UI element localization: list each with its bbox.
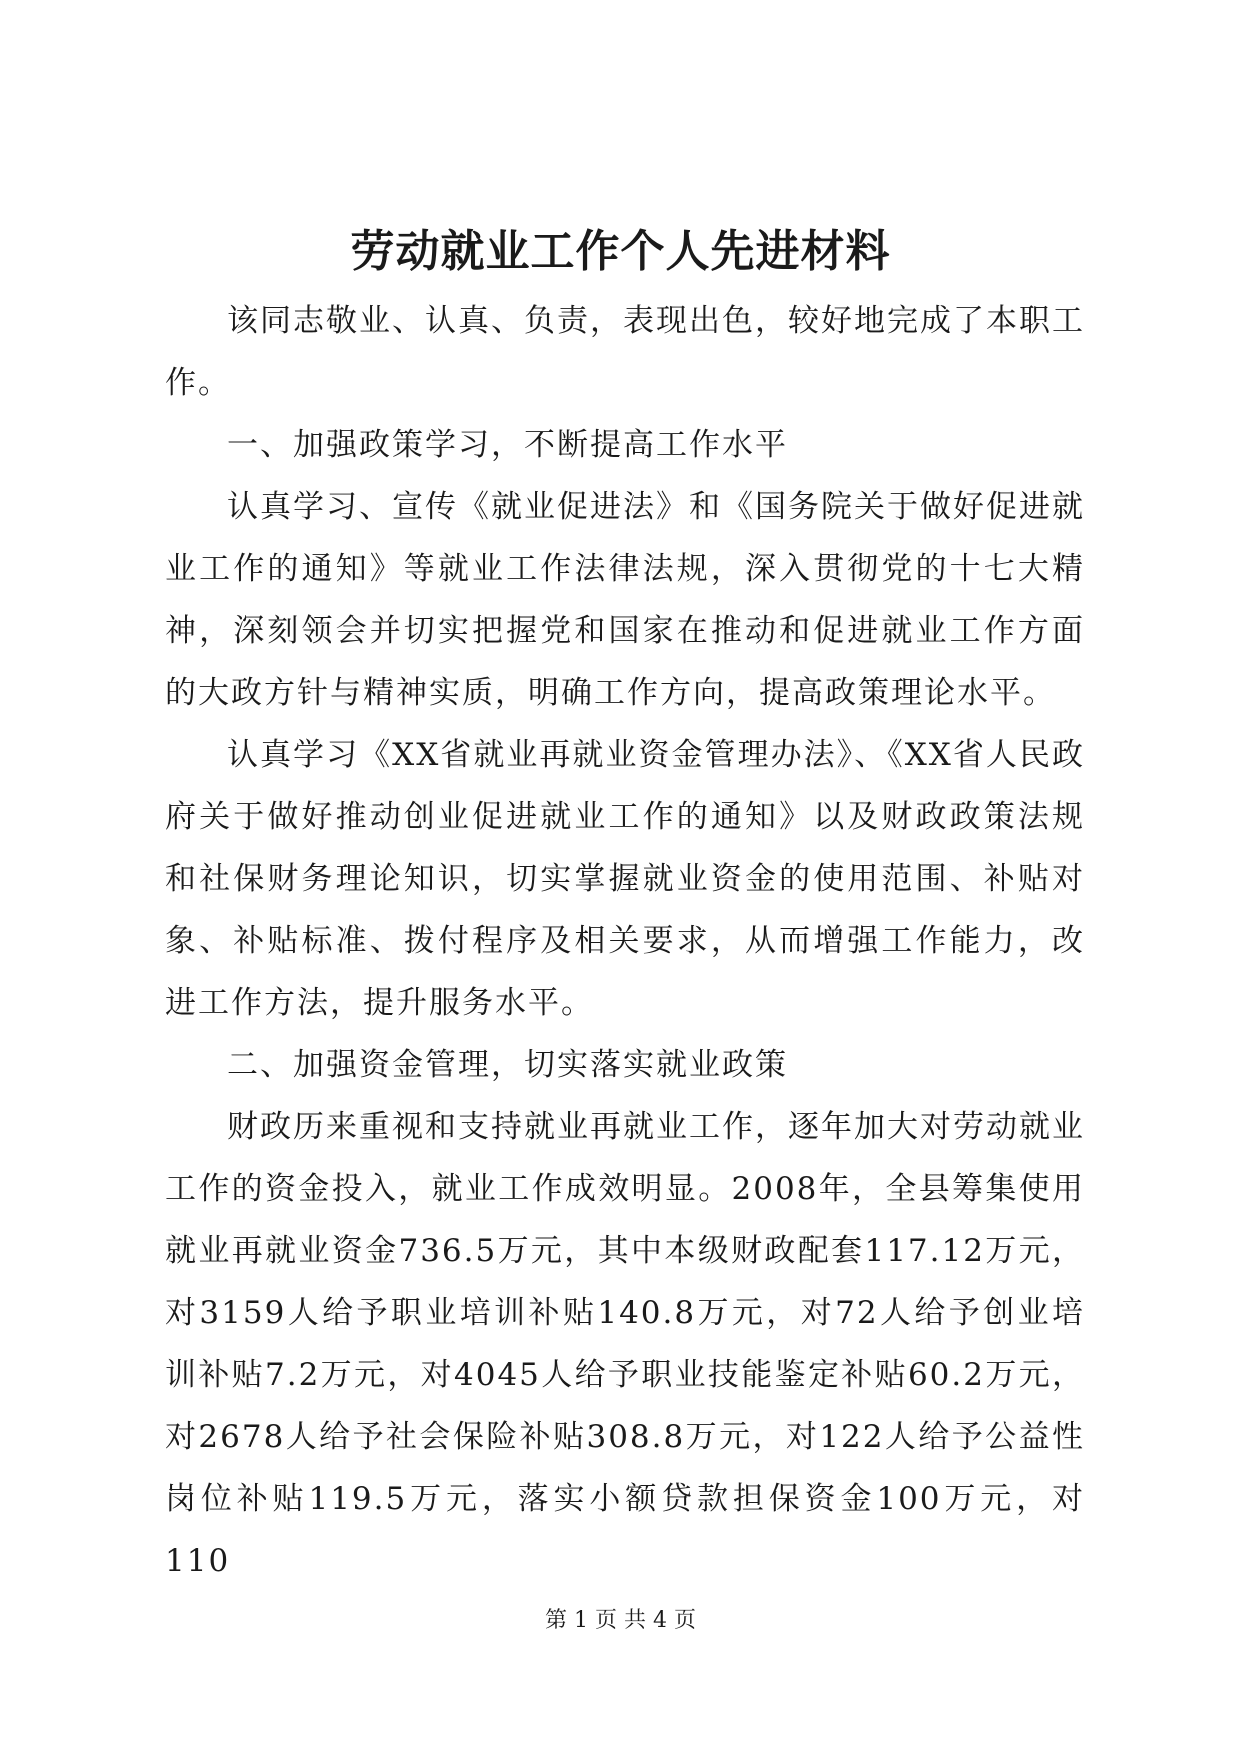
paragraph-policy-study: 认真学习、宣传《就业促进法》和《国务院关于做好促进就业工作的通知》等就业工作法律法规，深入贯彻党的十七大精神，深刻领会并切实把握党和国家在推动和促进就业工作方面的大政方针与精神实质，明确工作方向，提高政策理论水平。 <box>165 489 1085 711</box>
section-heading-1: 一、加强政策学习，不断提高工作水平 <box>227 427 788 463</box>
document-title: 劳动就业工作个人先进材料 <box>350 226 891 277</box>
page-footer: 第 1 页 共 4 页 <box>545 1608 696 1633</box>
section-heading-2: 二、加强资金管理，切实落实就业政策 <box>227 1047 788 1083</box>
paragraph-intro: 该同志敬业、认真、负责，表现出色，较好地完成了本职工作。 <box>165 303 1085 401</box>
paragraph-regulation-study: 认真学习《XX省就业再就业资金管理办法》、《XX省人民政府关于做好推动创业促进就业工作的通知》以及财政政策法规和社保财务理论知识，切实掌握就业资金的使用范围、补贴对象、补贴标准、拨付程序及相关要求，从而增强工作能力，改进工作方法，提升服务水平。 <box>165 737 1085 1021</box>
paragraph-fund-management: 财政历来重视和支持就业再就业工作，逐年加大对劳动就业工作的资金投入，就业工作成效明显。2008年，全县筹集使用就业再就业资金736.5万元，其中本级财政配套117.12万元，对3159人给予职业培训补贴140.8万元，对72人给予创业培训补贴7.2万元，对4045人给予职业技能鉴定补贴60.2万元，对2678人给予社会保险补贴308.8万元，对122人给予公益性岗位补贴119.5万元，落实小额贷款担保资金100万元，对110 <box>165 1109 1085 1579</box>
document-body <box>165 290 1085 1592</box>
